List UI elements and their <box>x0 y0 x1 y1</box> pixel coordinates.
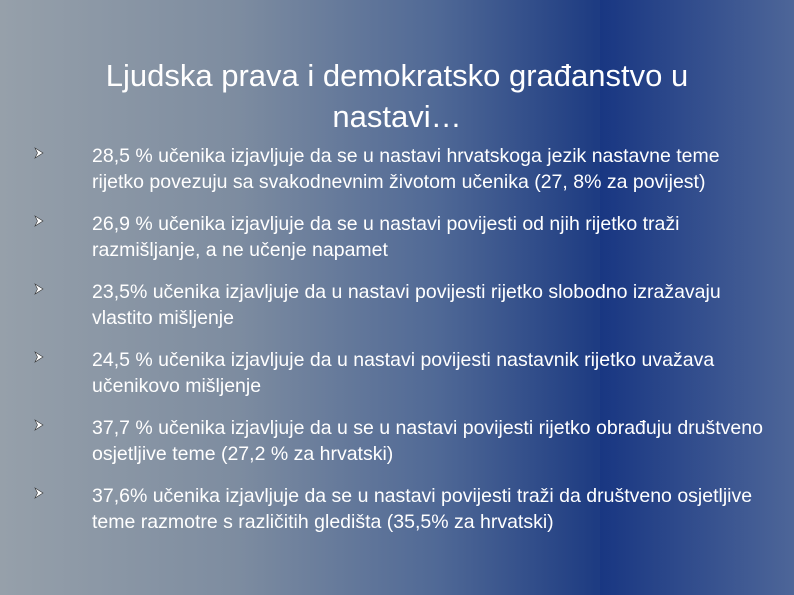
bullet-item <box>30 347 770 399</box>
bullet-item <box>30 415 770 467</box>
arrowhead-bullet-icon <box>34 215 44 229</box>
bullet-item <box>30 211 770 263</box>
arrowhead-bullet-icon <box>34 419 44 433</box>
bullet-text: 24,5 % učenika izjavljuje da u nastavi povijesti nastavnik rijetko uvažava učenikovo mišljenje <box>92 349 715 397</box>
bullet-text: 23,5% učenika izjavljuje da u nastavi povijesti rijetko slobodno izražavaju vlastito mišljenje <box>92 281 721 329</box>
arrowhead-bullet-icon <box>34 487 44 501</box>
bullet-item <box>30 143 770 195</box>
bullet-text: 26,9 % učenika izjavljuje da se u nastavi povijesti od njih rijetko traži razmišljanje, a ne učenje napamet <box>92 213 680 261</box>
bullet-text: 28,5 % učenika izjavljuje da se u nastavi hrvatskoga jezik nastavne teme rijetko povezuju sa svakodnevnim životom učenika (27, 8% za povijest) <box>92 145 720 193</box>
arrowhead-bullet-icon <box>34 147 44 161</box>
bullet-item <box>30 483 770 535</box>
slide-title: Ljudska prava i demokratsko građanstvo u nastavi… <box>105 57 689 134</box>
arrowhead-bullet-icon <box>34 283 44 297</box>
arrowhead-bullet-icon <box>34 351 44 365</box>
bullet-text: 37,7 % učenika izjavljuje da u se u nastavi povijesti rijetko obrađuju društveno osjetljive teme (27,2 % za hrvatski) <box>92 417 763 465</box>
bullet-text: 37,6% učenika izjavljuje da se u nastavi povijesti traži da društveno osjetljive teme razmotre s različitih gledišta (35,5% za hrvatski) <box>92 485 753 533</box>
bullet-item <box>30 279 770 331</box>
bullet-list <box>30 143 770 535</box>
